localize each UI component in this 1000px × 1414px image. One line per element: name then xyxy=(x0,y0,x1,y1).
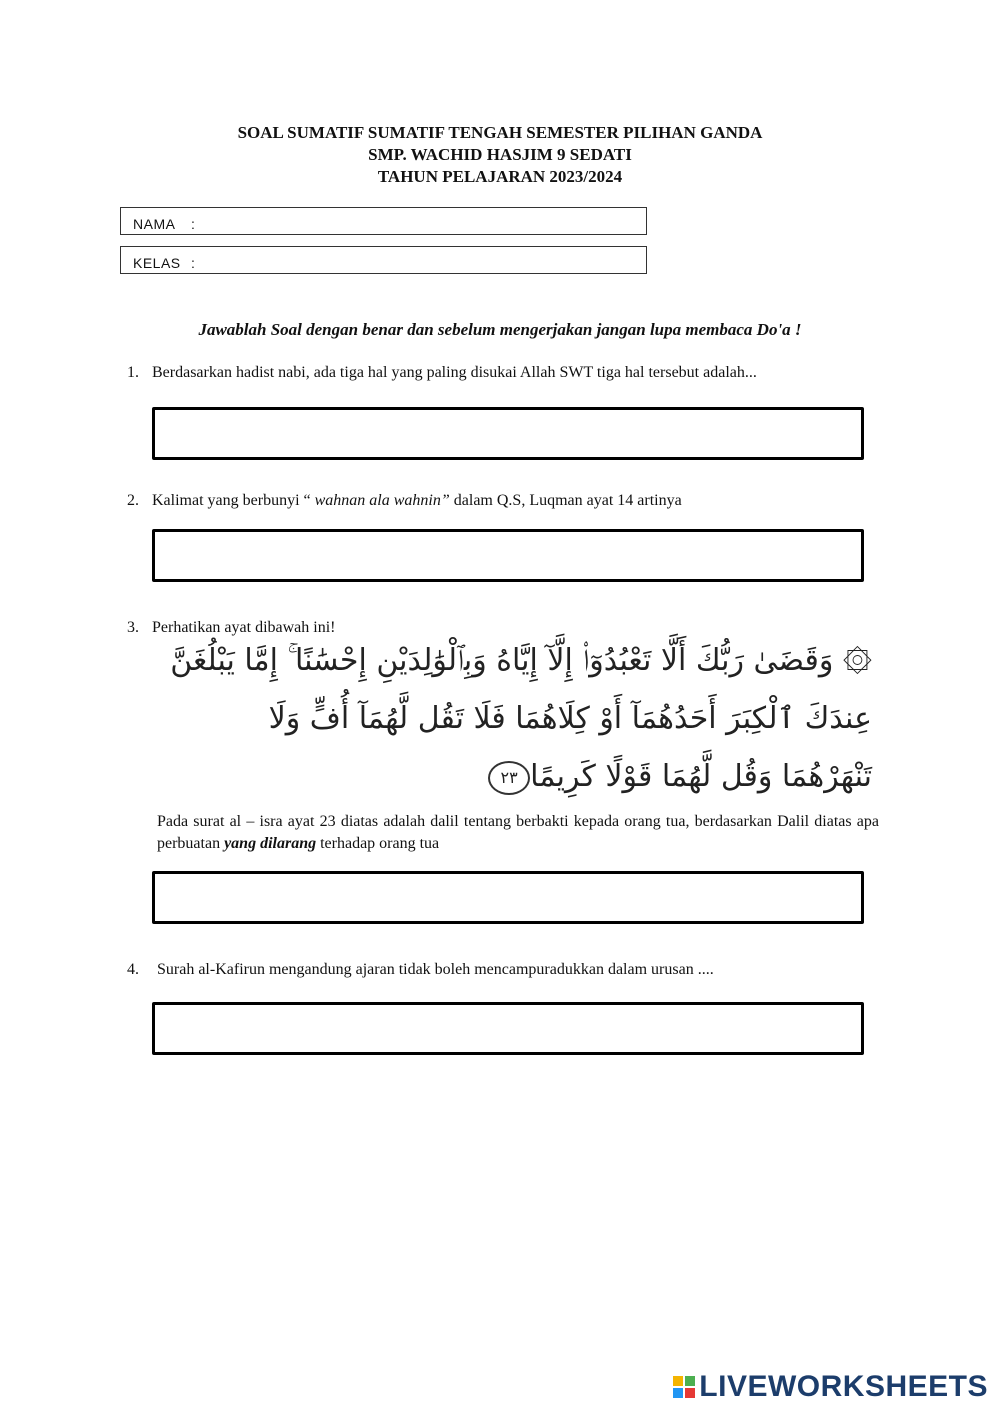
instruction: Jawablah Soal dengan benar dan sebelum mengerjakan jangan lupa membaca Do'a ! xyxy=(198,320,802,339)
nama-input[interactable] xyxy=(201,211,635,233)
logo-square xyxy=(673,1376,683,1386)
answer-input-2[interactable] xyxy=(155,532,861,579)
answer-box-2[interactable] xyxy=(152,529,864,582)
logo-square xyxy=(685,1388,695,1398)
question-text: Surah al-Kafirun mengandung ajaran tidak boleh mencampuradukkan dalam urusan .... xyxy=(157,961,714,978)
logo-text: LIVEWORKSHEETS xyxy=(699,1370,988,1403)
question-number: 1. xyxy=(127,364,139,381)
answer-input-3[interactable] xyxy=(155,874,861,921)
answer-input-1[interactable] xyxy=(155,410,861,457)
answer-box-4[interactable] xyxy=(152,1002,864,1055)
question-number: 2. xyxy=(127,492,139,509)
verse-line-1: ۞ وَقَضَىٰ رَبُّكَ أَلَّا تَعْبُدُوٓا۟ إِلَّآ إِيَّاهُ وَبِٱلْوَٰلِدَيْنِ إِحْسَٰنًا ۚ إِمَّا يَبْلُغَنَّ xyxy=(170,643,872,678)
para-text-before: Pada surat al – isra ayat 23 diatas adalah dalil tentang berbakti kepada orang tua, berdasarkan Dalil diatas apa perbuatan xyxy=(157,813,879,852)
logo-square xyxy=(685,1376,695,1386)
verse-line-3 xyxy=(152,748,872,806)
kelas-field-box xyxy=(120,246,647,274)
answer-input-4[interactable] xyxy=(155,1005,861,1052)
question-text: Perhatikan ayat dibawah ini! xyxy=(152,619,336,636)
nama-label: NAMA xyxy=(133,216,176,232)
question-text-italic: wahnan ala wahnin” xyxy=(314,492,450,509)
verse-line-2: عِندَكَ ٱلْكِبَرَ أَحَدُهُمَآ أَوْ كِلَاهُمَا فَلَا تَقُل لَّهُمَآ أُفٍّ وَلَا xyxy=(268,701,872,736)
worksheet-header xyxy=(0,122,1000,188)
question-number: 4. xyxy=(127,961,139,978)
header-year: TAHUN PELAJARAN 2023/2024 xyxy=(377,167,623,186)
question-3-paragraph xyxy=(157,811,879,855)
question-number: 3. xyxy=(127,619,139,636)
answer-box-3[interactable] xyxy=(152,871,864,924)
ayah-number-badge: ٢٣ xyxy=(488,761,530,795)
quran-verse xyxy=(152,632,872,806)
kelas-input[interactable] xyxy=(201,250,635,272)
verse-line-3-text: تَنْهَرْهُمَا وَقُل لَّهُمَا قَوْلًا كَرِيمًا xyxy=(530,759,872,794)
header-title: SOAL SUMATIF SUMATIF TENGAH SEMESTER PILIHAN GANDA xyxy=(237,123,763,142)
para-text-after: terhadap orang tua xyxy=(316,835,440,852)
liveworksheets-logo xyxy=(673,1370,988,1404)
answer-box-1[interactable] xyxy=(152,407,864,460)
question-text-after: dalam Q.S, Luqman ayat 14 artinya xyxy=(449,492,682,509)
header-school: SMP. WACHID HASJIM 9 SEDATI xyxy=(368,145,632,164)
logo-mark-icon xyxy=(673,1376,695,1398)
question-text-before: Kalimat yang berbunyi “ xyxy=(152,492,315,509)
para-emphasis: yang dilarang xyxy=(224,835,317,852)
nama-colon: : xyxy=(191,216,196,232)
question-text xyxy=(152,491,682,511)
kelas-label: KELAS xyxy=(133,255,181,271)
logo-square xyxy=(673,1388,683,1398)
question-text: Berdasarkan hadist nabi, ada tiga hal yang paling disukai Allah SWT tiga hal tersebut adalah... xyxy=(152,364,757,381)
nama-field-box xyxy=(120,207,647,235)
kelas-colon: : xyxy=(191,255,196,271)
